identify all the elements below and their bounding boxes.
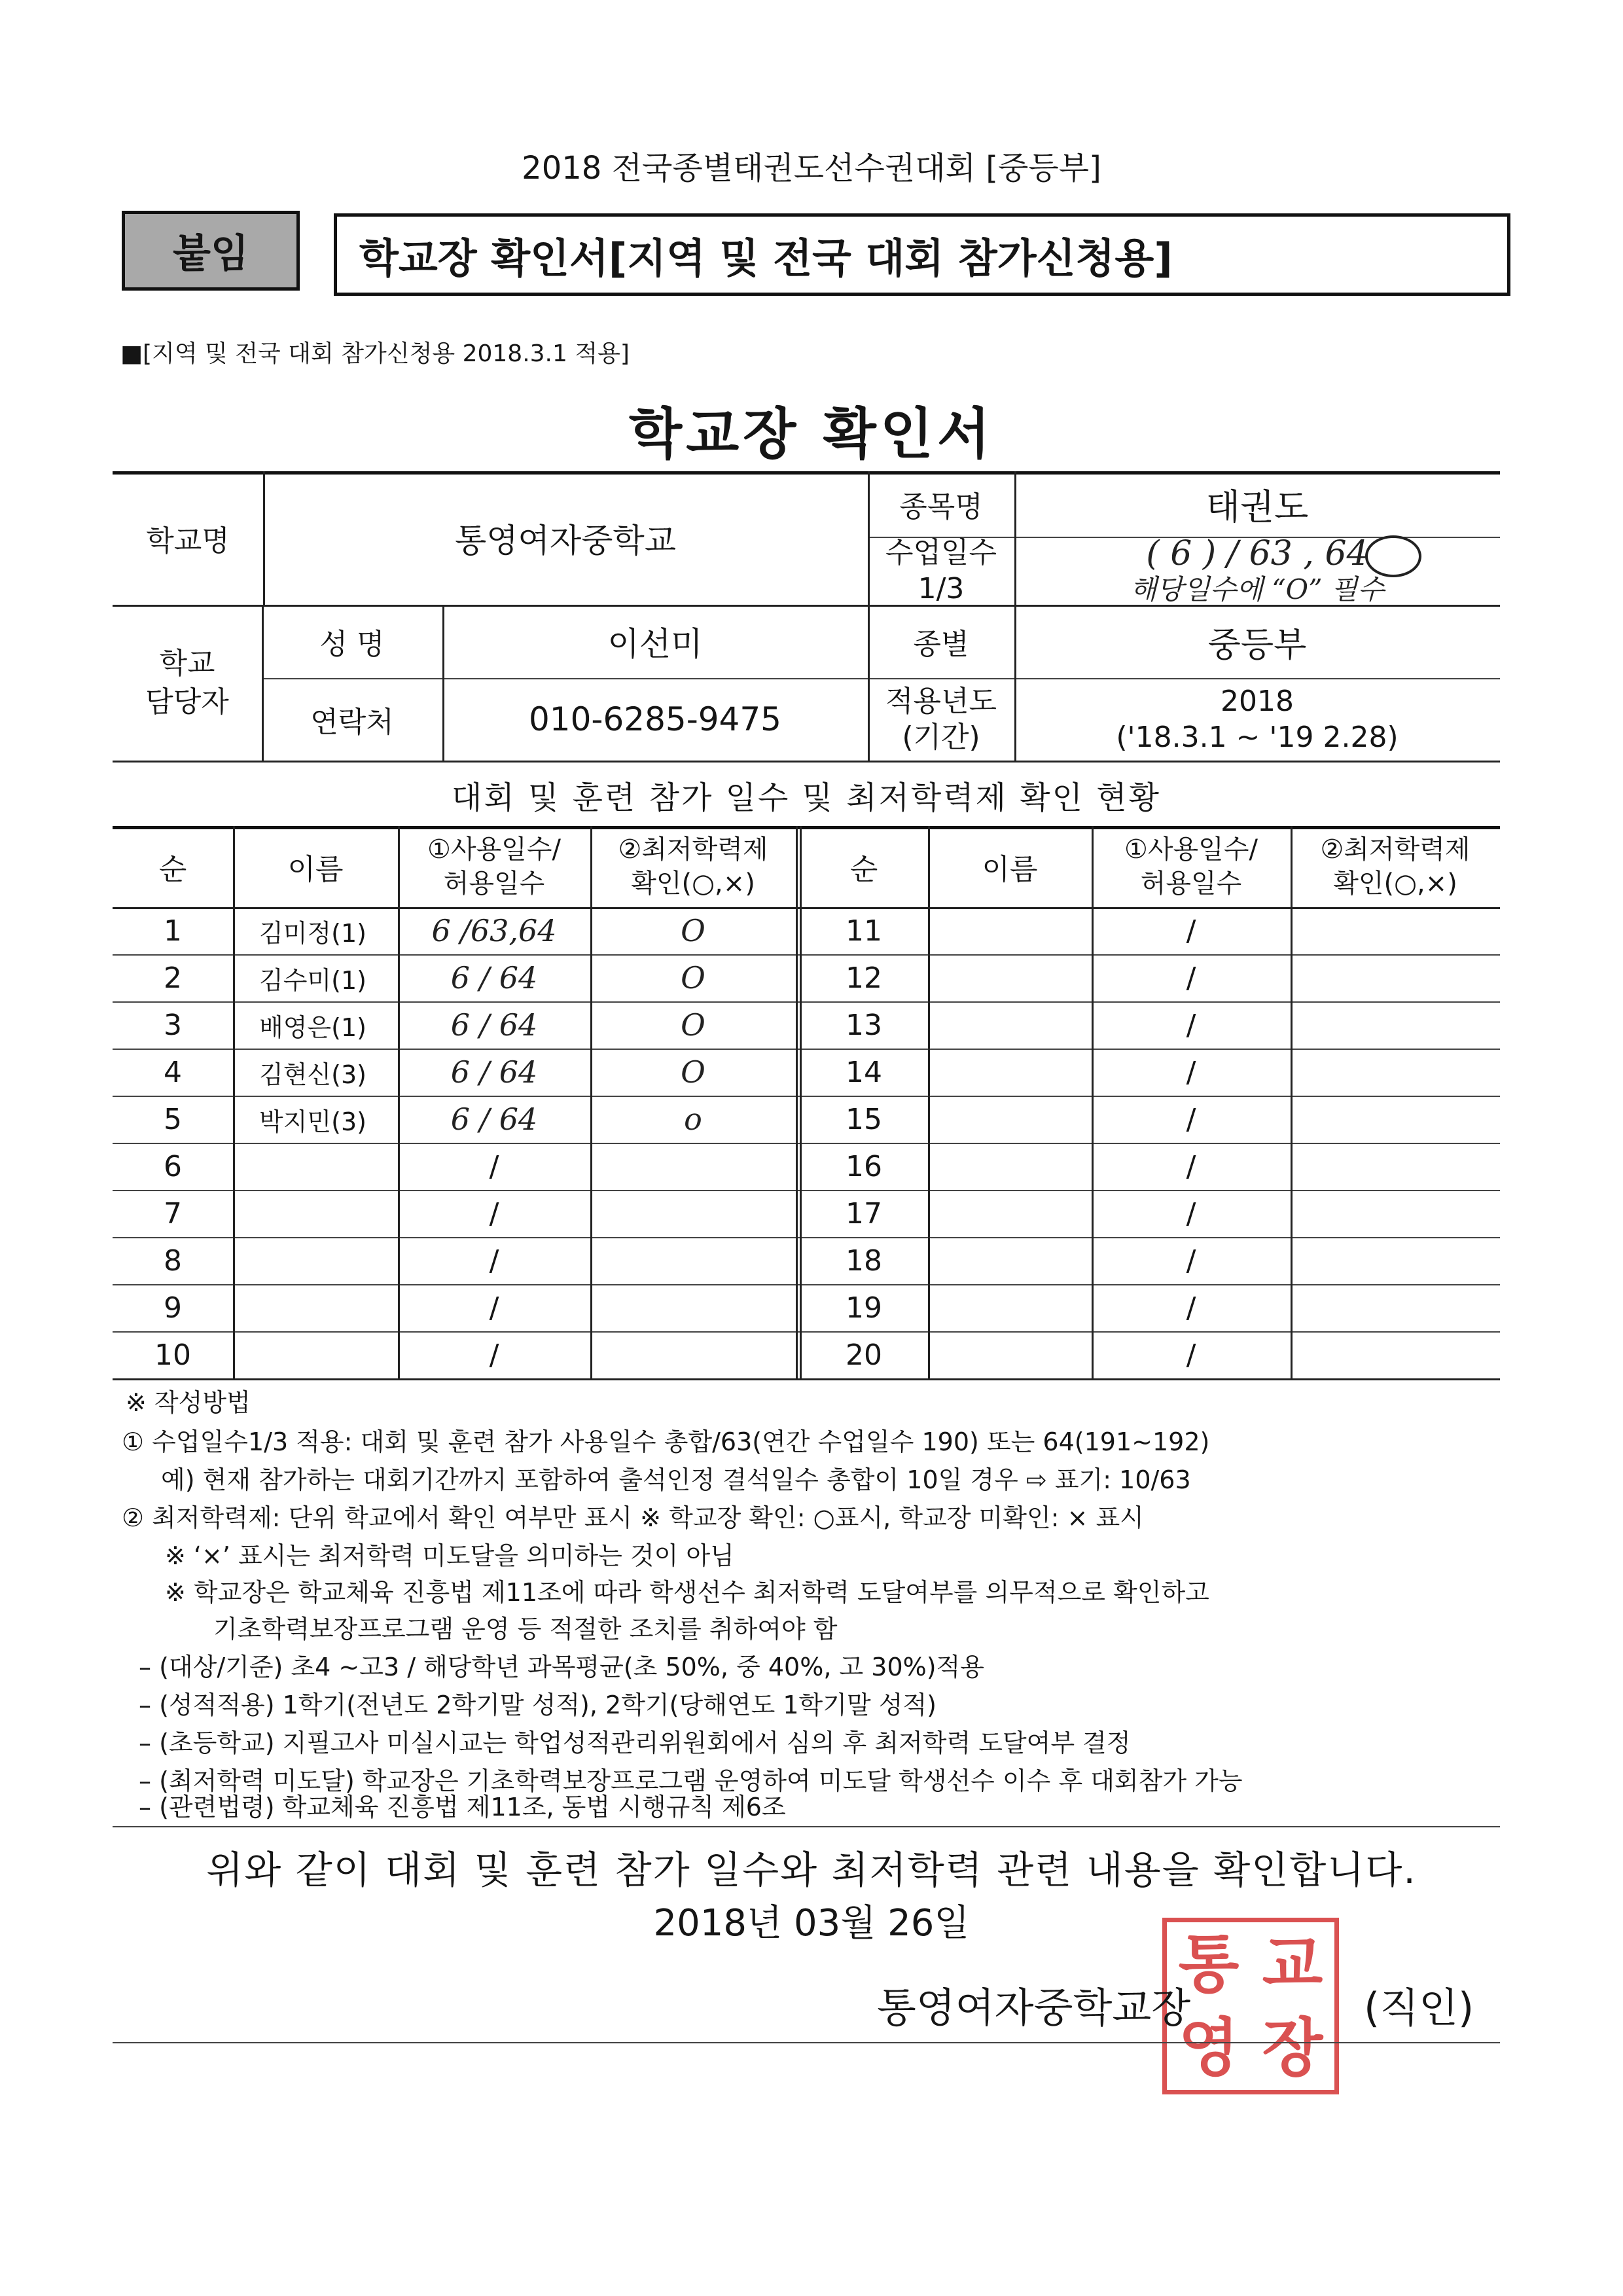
closing-statement: 위와 같이 대회 및 훈련 참가 일수와 최저학력 관련 내용을 확인합니다. bbox=[206, 1848, 1417, 1892]
table-cell-days: 6 / 64 bbox=[450, 960, 538, 996]
table-cell-no: 10 bbox=[154, 1338, 191, 1372]
contact-label bbox=[113, 605, 262, 761]
divider bbox=[113, 1826, 1500, 1827]
table-cell-no: 12 bbox=[846, 961, 882, 995]
table-cell-name: 김현신(3) bbox=[259, 1060, 366, 1089]
col-header-name: 이름 bbox=[287, 853, 344, 886]
class-days-label-main: 수업일수 bbox=[885, 536, 997, 569]
table-cell-no: 7 bbox=[164, 1196, 182, 1230]
table-cell-check bbox=[1291, 1049, 1500, 1096]
col-header-days-right-line2: 허용일수 bbox=[1140, 869, 1242, 899]
note-line: – (초등학교) 지필고사 미실시교는 학업성적관리위원회에서 심의 후 최저학력 도달여부 결정 bbox=[139, 1729, 1131, 1757]
table-cell-check bbox=[1291, 1001, 1500, 1049]
col-header-check-right-line1: ②최저학력제 bbox=[1320, 834, 1471, 865]
person-name-value: 이선미 bbox=[607, 625, 703, 663]
table-cell-days: / bbox=[1186, 914, 1196, 948]
table-cell-name bbox=[928, 1284, 1092, 1331]
document-title: 학교장 확인서 bbox=[628, 402, 995, 466]
application-note: ■[지역 및 전국 대회 참가신청용 2018.3.1 적용] bbox=[120, 340, 630, 367]
note-line: – (성적적용) 1학기(전년도 2학기말 성적), 2학기(당해연도 1학기말 성적) bbox=[139, 1691, 936, 1719]
period-label bbox=[868, 678, 1014, 761]
table-cell-days: 6 / 64 bbox=[450, 1054, 538, 1090]
table-cell-check bbox=[1291, 1237, 1500, 1284]
table-cell-check: O bbox=[681, 1054, 705, 1090]
table-cell-no: 18 bbox=[846, 1244, 882, 1278]
table-cell-check: o bbox=[684, 1102, 702, 1137]
col-header-check-line2: 확인(○,×) bbox=[631, 869, 755, 899]
division-label: 종별 bbox=[913, 628, 969, 661]
table-cell-name: 배영은(1) bbox=[259, 1013, 366, 1042]
issue-date: 2018년 03월 26일 bbox=[653, 1902, 970, 1945]
phone-label: 연락처 bbox=[310, 706, 394, 739]
col-header-days-right-line1: ①사용일수/ bbox=[1124, 834, 1258, 865]
class-days-value bbox=[1014, 534, 1500, 573]
table-cell-no: 16 bbox=[846, 1149, 882, 1183]
class-days-note-text: 해당일수에 “O” 필수 bbox=[1130, 573, 1385, 605]
period-range: ('18.3.1 ~ '19 2.28) bbox=[1116, 721, 1399, 754]
table-cell-no: 9 bbox=[164, 1291, 182, 1325]
note-line: 기초학력보장프로그램 운영 등 적절한 조치를 취하여야 함 bbox=[213, 1615, 838, 1643]
official-seal-icon: 통 교 영 장 bbox=[1162, 1918, 1339, 2094]
table-cell-name bbox=[928, 1331, 1092, 1378]
event-title: 2018 전국종별태권도선수권대회 [중등부] bbox=[522, 150, 1101, 187]
period-label-main: 적용년도 bbox=[885, 685, 997, 718]
division-value: 중등부 bbox=[1207, 625, 1307, 665]
participation-table-title: 대회 및 훈련 참가 일수 및 최저학력제 확인 현황 bbox=[451, 779, 1162, 816]
phone-value: 010-6285-9475 bbox=[528, 700, 781, 738]
table-cell-days: 6 / 64 bbox=[450, 1102, 538, 1137]
note-line: ※ ‘×’ 표시는 최저학력 미도달을 의미하는 것이 아님 bbox=[165, 1541, 734, 1570]
table-cell-no: 20 bbox=[846, 1338, 882, 1372]
table-cell-check bbox=[1291, 1096, 1500, 1143]
note-line: – (관련법령) 학교체육 진흥법 제11조, 동법 시행규칙 제6조 bbox=[139, 1793, 786, 1821]
note-line: – (최저학력 미도달) 학교장은 기초학력보장프로그램 운영하여 미도달 학생선수 이수 후 대회참가 가능 bbox=[139, 1767, 1243, 1795]
table-cell-no: 14 bbox=[846, 1055, 882, 1089]
col-header-days-line1: ①사용일수/ bbox=[427, 834, 561, 865]
signer-name: 통영여자중학교장 bbox=[877, 1984, 1191, 2032]
table-cell-name bbox=[928, 907, 1092, 954]
note-line: ② 최저학력제: 단위 학교에서 확인 여부만 표시 ※ 학교장 확인: ○표시, 학교장 미확인: × 표시 bbox=[122, 1503, 1144, 1532]
table-cell-no: 5 bbox=[164, 1102, 182, 1136]
table-cell-days: / bbox=[1186, 961, 1196, 995]
col-header-days-right bbox=[1092, 826, 1291, 907]
table-cell-no: 13 bbox=[846, 1008, 882, 1042]
table-cell-check bbox=[590, 1143, 796, 1190]
contact-label-line1: 학교 bbox=[159, 646, 215, 680]
table-cell-check bbox=[590, 1284, 796, 1331]
table-cell-name bbox=[233, 1284, 398, 1331]
table-cell-no: 2 bbox=[164, 961, 182, 995]
table-cell-name bbox=[928, 1096, 1092, 1143]
col-header-check-right-line2: 확인(○,×) bbox=[1333, 869, 1457, 899]
note-line: ① 수업일수1/3 적용: 대회 및 훈련 참가 사용일수 총합/63(연간 수업일수 190) 또는 64(191~192) bbox=[122, 1427, 1210, 1456]
col-header-check-line1: ②최저학력제 bbox=[618, 834, 768, 865]
class-days-label bbox=[868, 537, 1014, 605]
table-cell-check bbox=[1291, 1190, 1500, 1237]
table-cell-name bbox=[928, 1237, 1092, 1284]
table-cell-name: 김수미(1) bbox=[259, 965, 366, 995]
table-cell-check bbox=[590, 1331, 796, 1378]
table-cell-check bbox=[1291, 954, 1500, 1001]
table-cell-check: O bbox=[681, 1007, 705, 1043]
table-cell-days: / bbox=[1186, 1291, 1196, 1325]
table-cell-no: 1 bbox=[164, 914, 182, 948]
table-cell-name bbox=[233, 1143, 398, 1190]
table-cell-days: / bbox=[489, 1149, 499, 1183]
period-value bbox=[1014, 678, 1500, 761]
table-cell-no: 19 bbox=[846, 1291, 882, 1325]
col-header-days bbox=[398, 826, 590, 907]
event-label: 종목명 bbox=[899, 490, 983, 524]
table-cell-no: 4 bbox=[164, 1055, 182, 1089]
period-year: 2018 bbox=[1221, 685, 1294, 718]
table-cell-name bbox=[928, 1049, 1092, 1096]
table-cell-name bbox=[233, 1190, 398, 1237]
col-header-check-right bbox=[1291, 826, 1500, 907]
col-header-name-right: 이름 bbox=[982, 853, 1038, 886]
table-cell-check: O bbox=[681, 960, 705, 996]
table-cell-no: 8 bbox=[164, 1244, 182, 1278]
table-cell-days: / bbox=[1186, 1196, 1196, 1230]
table-cell-days: / bbox=[1186, 1244, 1196, 1278]
contact-label-line2: 담당자 bbox=[145, 685, 229, 719]
col-header-no: 순 bbox=[158, 853, 187, 886]
table-cell-check bbox=[1291, 1143, 1500, 1190]
table-cell-check bbox=[590, 1190, 796, 1237]
table-cell-name bbox=[928, 954, 1092, 1001]
table-cell-name: 박지민(3) bbox=[259, 1107, 366, 1136]
table-cell-no: 15 bbox=[846, 1102, 882, 1136]
table-cell-days: / bbox=[489, 1244, 499, 1278]
col-header-no-right: 순 bbox=[849, 853, 878, 886]
notes-heading: ※ 작성방법 bbox=[126, 1388, 251, 1417]
table-cell-no: 17 bbox=[846, 1196, 882, 1230]
table-cell-days: / bbox=[489, 1338, 499, 1372]
table-cell-check bbox=[590, 1237, 796, 1284]
table-cell-no: 6 bbox=[164, 1149, 182, 1183]
table-cell-days: / bbox=[489, 1196, 499, 1230]
table-cell-check bbox=[1291, 1331, 1500, 1378]
class-days-note bbox=[1014, 571, 1500, 605]
table-cell-no: 11 bbox=[846, 914, 882, 948]
note-line: ※ 학교장은 학교체육 진흥법 제11조에 따라 학생선수 최저학력 도달여부를 의무적으로 확인하고 bbox=[165, 1578, 1209, 1607]
period-label-sub: (기간) bbox=[902, 721, 980, 754]
col-header-days-line2: 허용일수 bbox=[443, 869, 545, 899]
person-name-label: 성 명 bbox=[319, 628, 385, 661]
table-cell-name: 김미정(1) bbox=[259, 918, 366, 948]
table-cell-name bbox=[233, 1331, 398, 1378]
table-cell-check bbox=[1291, 1284, 1500, 1331]
attachment-badge: 붙임 bbox=[122, 211, 300, 291]
table-cell-name bbox=[928, 1190, 1092, 1237]
event-value: 태권도 bbox=[1205, 486, 1309, 528]
form-title: 학교장 확인서[지역 및 전국 대회 참가신청용] bbox=[334, 213, 1510, 296]
table-cell-days: / bbox=[1186, 1338, 1196, 1372]
table-cell-days: 6 / 64 bbox=[450, 1007, 538, 1043]
note-line: 예) 현재 참가하는 대회기간까지 포함하여 출석인정 결석일수 총합이 10일 경우 ⇨ 표기: 10/63 bbox=[161, 1465, 1191, 1494]
table-cell-name bbox=[928, 1001, 1092, 1049]
bottom-divider bbox=[113, 2042, 1500, 2043]
school-name-value: 통영여자중학교 bbox=[454, 522, 677, 560]
table-cell-days: / bbox=[1186, 1055, 1196, 1089]
table-cell-days: / bbox=[1186, 1008, 1196, 1042]
seal-label: (직인) bbox=[1364, 1984, 1474, 2032]
table-cell-check: O bbox=[681, 913, 705, 948]
table-cell-days: / bbox=[489, 1291, 499, 1325]
class-days-value-text: ( 6 ) / 63 , 64 bbox=[1146, 534, 1368, 573]
table-cell-name bbox=[928, 1143, 1092, 1190]
table-cell-days: / bbox=[1186, 1149, 1196, 1183]
table-cell-name bbox=[233, 1237, 398, 1284]
school-name-label: 학교명 bbox=[146, 524, 230, 558]
class-days-label-sub: 1/3 bbox=[918, 572, 965, 605]
table-cell-check bbox=[1291, 907, 1500, 954]
table-cell-days: 6 /63,64 bbox=[431, 913, 557, 948]
note-line: – (대상/기준) 초4 ~고3 / 해당학년 과목평균(초 50%, 중 40%, 고 30%)적용 bbox=[139, 1653, 984, 1681]
col-header-check bbox=[590, 826, 796, 907]
table-cell-no: 3 bbox=[164, 1008, 182, 1042]
table-cell-days: / bbox=[1186, 1102, 1196, 1136]
